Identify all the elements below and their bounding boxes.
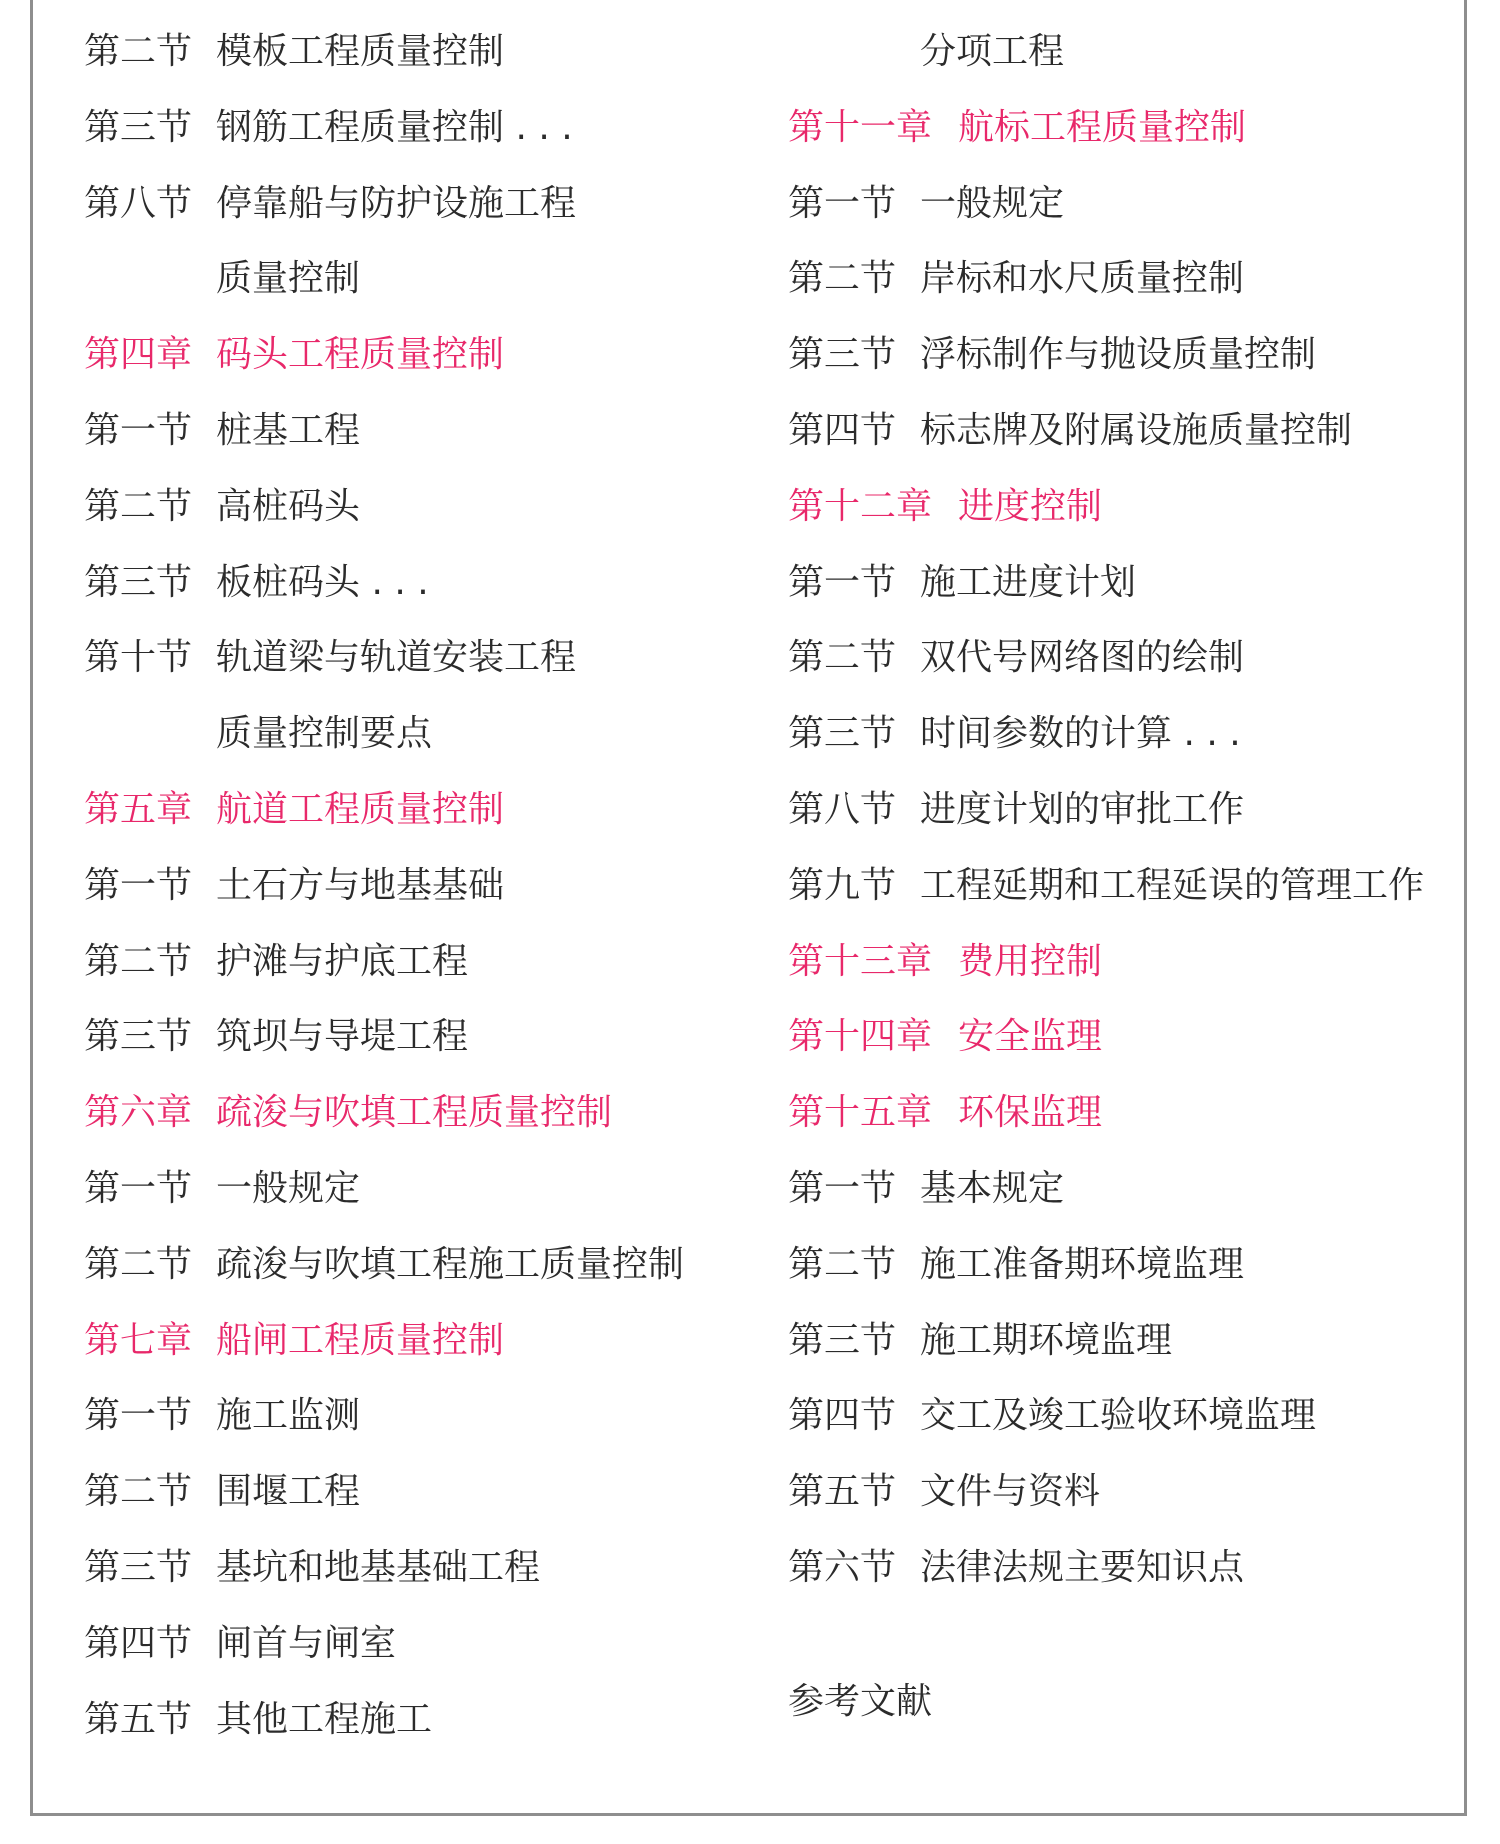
- toc-entry-title: 施工准备期环境监理: [920, 1243, 1245, 1285]
- toc-section-entry[interactable]: [84, 174, 576, 234]
- toc-section-entry[interactable]: [84, 477, 360, 537]
- toc-section-entry[interactable]: [788, 780, 1244, 840]
- toc-entry-title: 板桩码头 . . .: [216, 561, 429, 603]
- toc-entry-title: 环保监理: [958, 1092, 1103, 1134]
- toc-entry-title: 其他工程施工: [216, 1698, 433, 1740]
- toc-section-entry[interactable]: [788, 704, 1241, 764]
- toc-entry-title: 疏浚与吹填工程施工质量控制: [216, 1243, 685, 1285]
- toc-entry-title: 模板工程质量控制: [216, 31, 505, 72]
- toc-entry-title: 施工期环境监理: [920, 1319, 1173, 1361]
- toc-entry-number: 第八节: [84, 182, 193, 224]
- toc-chapter-entry[interactable]: [84, 780, 504, 840]
- toc-section-entry[interactable]: [84, 1159, 360, 1219]
- toc-entry-number: 第五节: [788, 1471, 897, 1513]
- toc-section-entry[interactable]: [788, 1159, 1064, 1219]
- toc-entry-title: 施工监测: [216, 1395, 361, 1437]
- toc-entry-continuation[interactable]: [84, 249, 360, 309]
- toc-entry-title: 双代号网络图的绘制: [920, 637, 1245, 679]
- toc-entry-title: 浮标制作与抛设质量控制: [920, 334, 1317, 376]
- toc-section-entry[interactable]: [788, 249, 1244, 309]
- toc-entry-title: 基本规定: [920, 1168, 1065, 1209]
- toc-entry-number: 第一节: [788, 182, 897, 224]
- toc-entry-title: 岸标和水尺质量控制: [920, 258, 1245, 300]
- toc-entry-title: 钢筋工程质量控制 . . .: [216, 106, 573, 148]
- toc-entry-title: 一般规定: [216, 1168, 361, 1209]
- toc-section-entry[interactable]: [84, 22, 504, 82]
- toc-entry-number: 第二节: [84, 1471, 193, 1513]
- toc-entry-number: 第三节: [788, 713, 897, 755]
- toc-entry-title: 高桩码头: [216, 485, 361, 527]
- toc-entry-number: 第六章: [84, 1092, 193, 1134]
- toc-entry-title: 标志牌及附属设施质量控制: [920, 410, 1353, 451]
- toc-entry-title: 停靠船与防护设施工程: [216, 182, 577, 224]
- toc-entry-title: 分项工程: [920, 31, 1065, 72]
- toc-entry-number: 第二节: [788, 1243, 897, 1285]
- toc-entry-title: 护滩与护底工程: [216, 940, 469, 982]
- toc-entry-title: 航道工程质量控制: [216, 789, 505, 830]
- toc-entry-title: 闸首与闸室: [216, 1622, 397, 1664]
- toc-section-entry[interactable]: [788, 1386, 1316, 1446]
- toc-section-entry[interactable]: [84, 1614, 396, 1674]
- toc-section-entry[interactable]: [84, 1386, 360, 1446]
- toc-entry-number: 第二节: [84, 940, 193, 982]
- toc-entry-title: 桩基工程: [216, 410, 361, 451]
- toc-section-entry[interactable]: [84, 932, 468, 992]
- toc-references-entry[interactable]: [788, 1672, 932, 1732]
- toc-entry-number: 第三节: [84, 561, 193, 603]
- toc-entry-number: 第二节: [788, 637, 897, 679]
- toc-section-entry[interactable]: [788, 553, 1136, 613]
- toc-section-entry[interactable]: [84, 628, 576, 688]
- toc-entry-title: 质量控制: [216, 258, 361, 300]
- toc-entry-title: 法律法规主要知识点: [920, 1547, 1245, 1588]
- toc-entry-title: 轨道梁与轨道安装工程: [216, 637, 577, 679]
- toc-entry-title: 费用控制: [958, 940, 1103, 982]
- toc-entry-number: 第四节: [788, 1395, 897, 1437]
- toc-entry-title: 一般规定: [920, 182, 1065, 224]
- toc-entry-number: 第四章: [84, 334, 193, 376]
- toc-entry-title: 参考文献: [788, 1681, 933, 1722]
- toc-entry-number: 第十二章: [788, 485, 933, 527]
- toc-entry-number: 第三节: [84, 1547, 193, 1588]
- toc-entry-title: 工程延期和工程延误的管理工作: [920, 864, 1425, 906]
- toc-entry-number: 第四节: [84, 1622, 193, 1664]
- toc-entry-number: 第十五章: [788, 1092, 933, 1134]
- toc-entry-number: 第十一章: [788, 106, 933, 148]
- toc-chapter-entry[interactable]: [788, 98, 1246, 158]
- toc-section-entry[interactable]: [84, 856, 504, 916]
- toc-entry-number: 第七章: [84, 1319, 193, 1361]
- toc-section-entry[interactable]: [84, 553, 429, 613]
- toc-entry-continuation[interactable]: [788, 22, 1064, 82]
- toc-entry-title: 交工及竣工验收环境监理: [920, 1395, 1317, 1437]
- toc-entry-number: 第三节: [788, 334, 897, 376]
- toc-section-entry[interactable]: [84, 1462, 360, 1522]
- toc-entry-title: 围堰工程: [216, 1471, 361, 1513]
- toc-section-entry[interactable]: [788, 1235, 1244, 1295]
- toc-section-entry[interactable]: [788, 856, 1424, 916]
- toc-entry-title: 码头工程质量控制: [216, 334, 505, 376]
- toc-entry-title: 质量控制要点: [216, 713, 433, 755]
- toc-section-entry[interactable]: [84, 1538, 540, 1598]
- toc-entry-number: 第二节: [84, 485, 193, 527]
- toc-section-entry[interactable]: [84, 98, 573, 158]
- toc-chapter-entry[interactable]: [788, 477, 1102, 537]
- toc-chapter-entry[interactable]: [788, 932, 1102, 992]
- toc-entry-number: 第一节: [84, 410, 193, 451]
- toc-entry-number: 第五节: [84, 1698, 193, 1740]
- toc-entry-number: 第一节: [788, 561, 897, 603]
- toc-entry-number: 第一节: [84, 1168, 193, 1209]
- toc-section-entry[interactable]: [84, 1235, 684, 1295]
- toc-entry-number: 第二节: [788, 258, 897, 300]
- toc-section-entry[interactable]: [788, 401, 1352, 461]
- toc-chapter-entry[interactable]: [84, 1311, 504, 1371]
- toc-entry-number: 第二节: [84, 31, 193, 72]
- toc-section-entry[interactable]: [84, 1007, 468, 1067]
- toc-entry-title: 疏浚与吹填工程质量控制: [216, 1092, 613, 1134]
- toc-entry-title: 进度计划的审批工作: [920, 789, 1245, 830]
- toc-chapter-entry[interactable]: [788, 1083, 1102, 1143]
- toc-entry-continuation[interactable]: [84, 704, 432, 764]
- toc-section-entry[interactable]: [788, 628, 1244, 688]
- toc-entry-number: 第一节: [788, 1168, 897, 1209]
- toc-entry-number: 第一节: [84, 1395, 193, 1437]
- toc-entry-title: 时间参数的计算 . . .: [920, 713, 1241, 755]
- toc-entry-title: 航标工程质量控制: [958, 106, 1247, 148]
- toc-entry-number: 第一节: [84, 864, 193, 906]
- toc-entry-title: 进度控制: [958, 485, 1103, 527]
- toc-entry-title: 文件与资料: [920, 1471, 1101, 1513]
- toc-entry-number: 第十三章: [788, 940, 933, 982]
- toc-entry-number: 第八节: [788, 789, 897, 830]
- toc-entry-title: 施工进度计划: [920, 561, 1137, 603]
- toc-entry-number: 第十节: [84, 637, 193, 679]
- toc-entry-number: 第六节: [788, 1547, 897, 1588]
- toc-entry-title: 船闸工程质量控制: [216, 1319, 505, 1361]
- toc-section-entry[interactable]: [788, 174, 1064, 234]
- toc-entry-number: 第十四章: [788, 1016, 933, 1058]
- toc-chapter-entry[interactable]: [788, 1007, 1102, 1067]
- toc-entry-title: 基坑和地基基础工程: [216, 1547, 541, 1588]
- toc-section-entry[interactable]: [84, 1690, 432, 1750]
- toc-section-entry[interactable]: [788, 1538, 1244, 1598]
- toc-entry-number: 第九节: [788, 864, 897, 906]
- toc-entry-number: 第三节: [84, 106, 193, 148]
- toc-entry-number: 第二节: [84, 1243, 193, 1285]
- toc-entry-number: 第五章: [84, 789, 193, 830]
- toc-entry-number: 第三节: [788, 1319, 897, 1361]
- toc-entry-title: 安全监理: [958, 1016, 1103, 1058]
- toc-section-entry[interactable]: [84, 401, 360, 461]
- toc-section-entry[interactable]: [788, 325, 1316, 385]
- toc-section-entry[interactable]: [788, 1462, 1100, 1522]
- toc-chapter-entry[interactable]: [84, 325, 504, 385]
- toc-entry-title: 筑坝与导堤工程: [216, 1016, 469, 1058]
- toc-entry-number: 第三节: [84, 1016, 193, 1058]
- toc-entry-number: 第四节: [788, 410, 897, 451]
- toc-entry-title: 土石方与地基基础: [216, 864, 505, 906]
- toc-section-entry[interactable]: [788, 1311, 1172, 1371]
- toc-chapter-entry[interactable]: [84, 1083, 612, 1143]
